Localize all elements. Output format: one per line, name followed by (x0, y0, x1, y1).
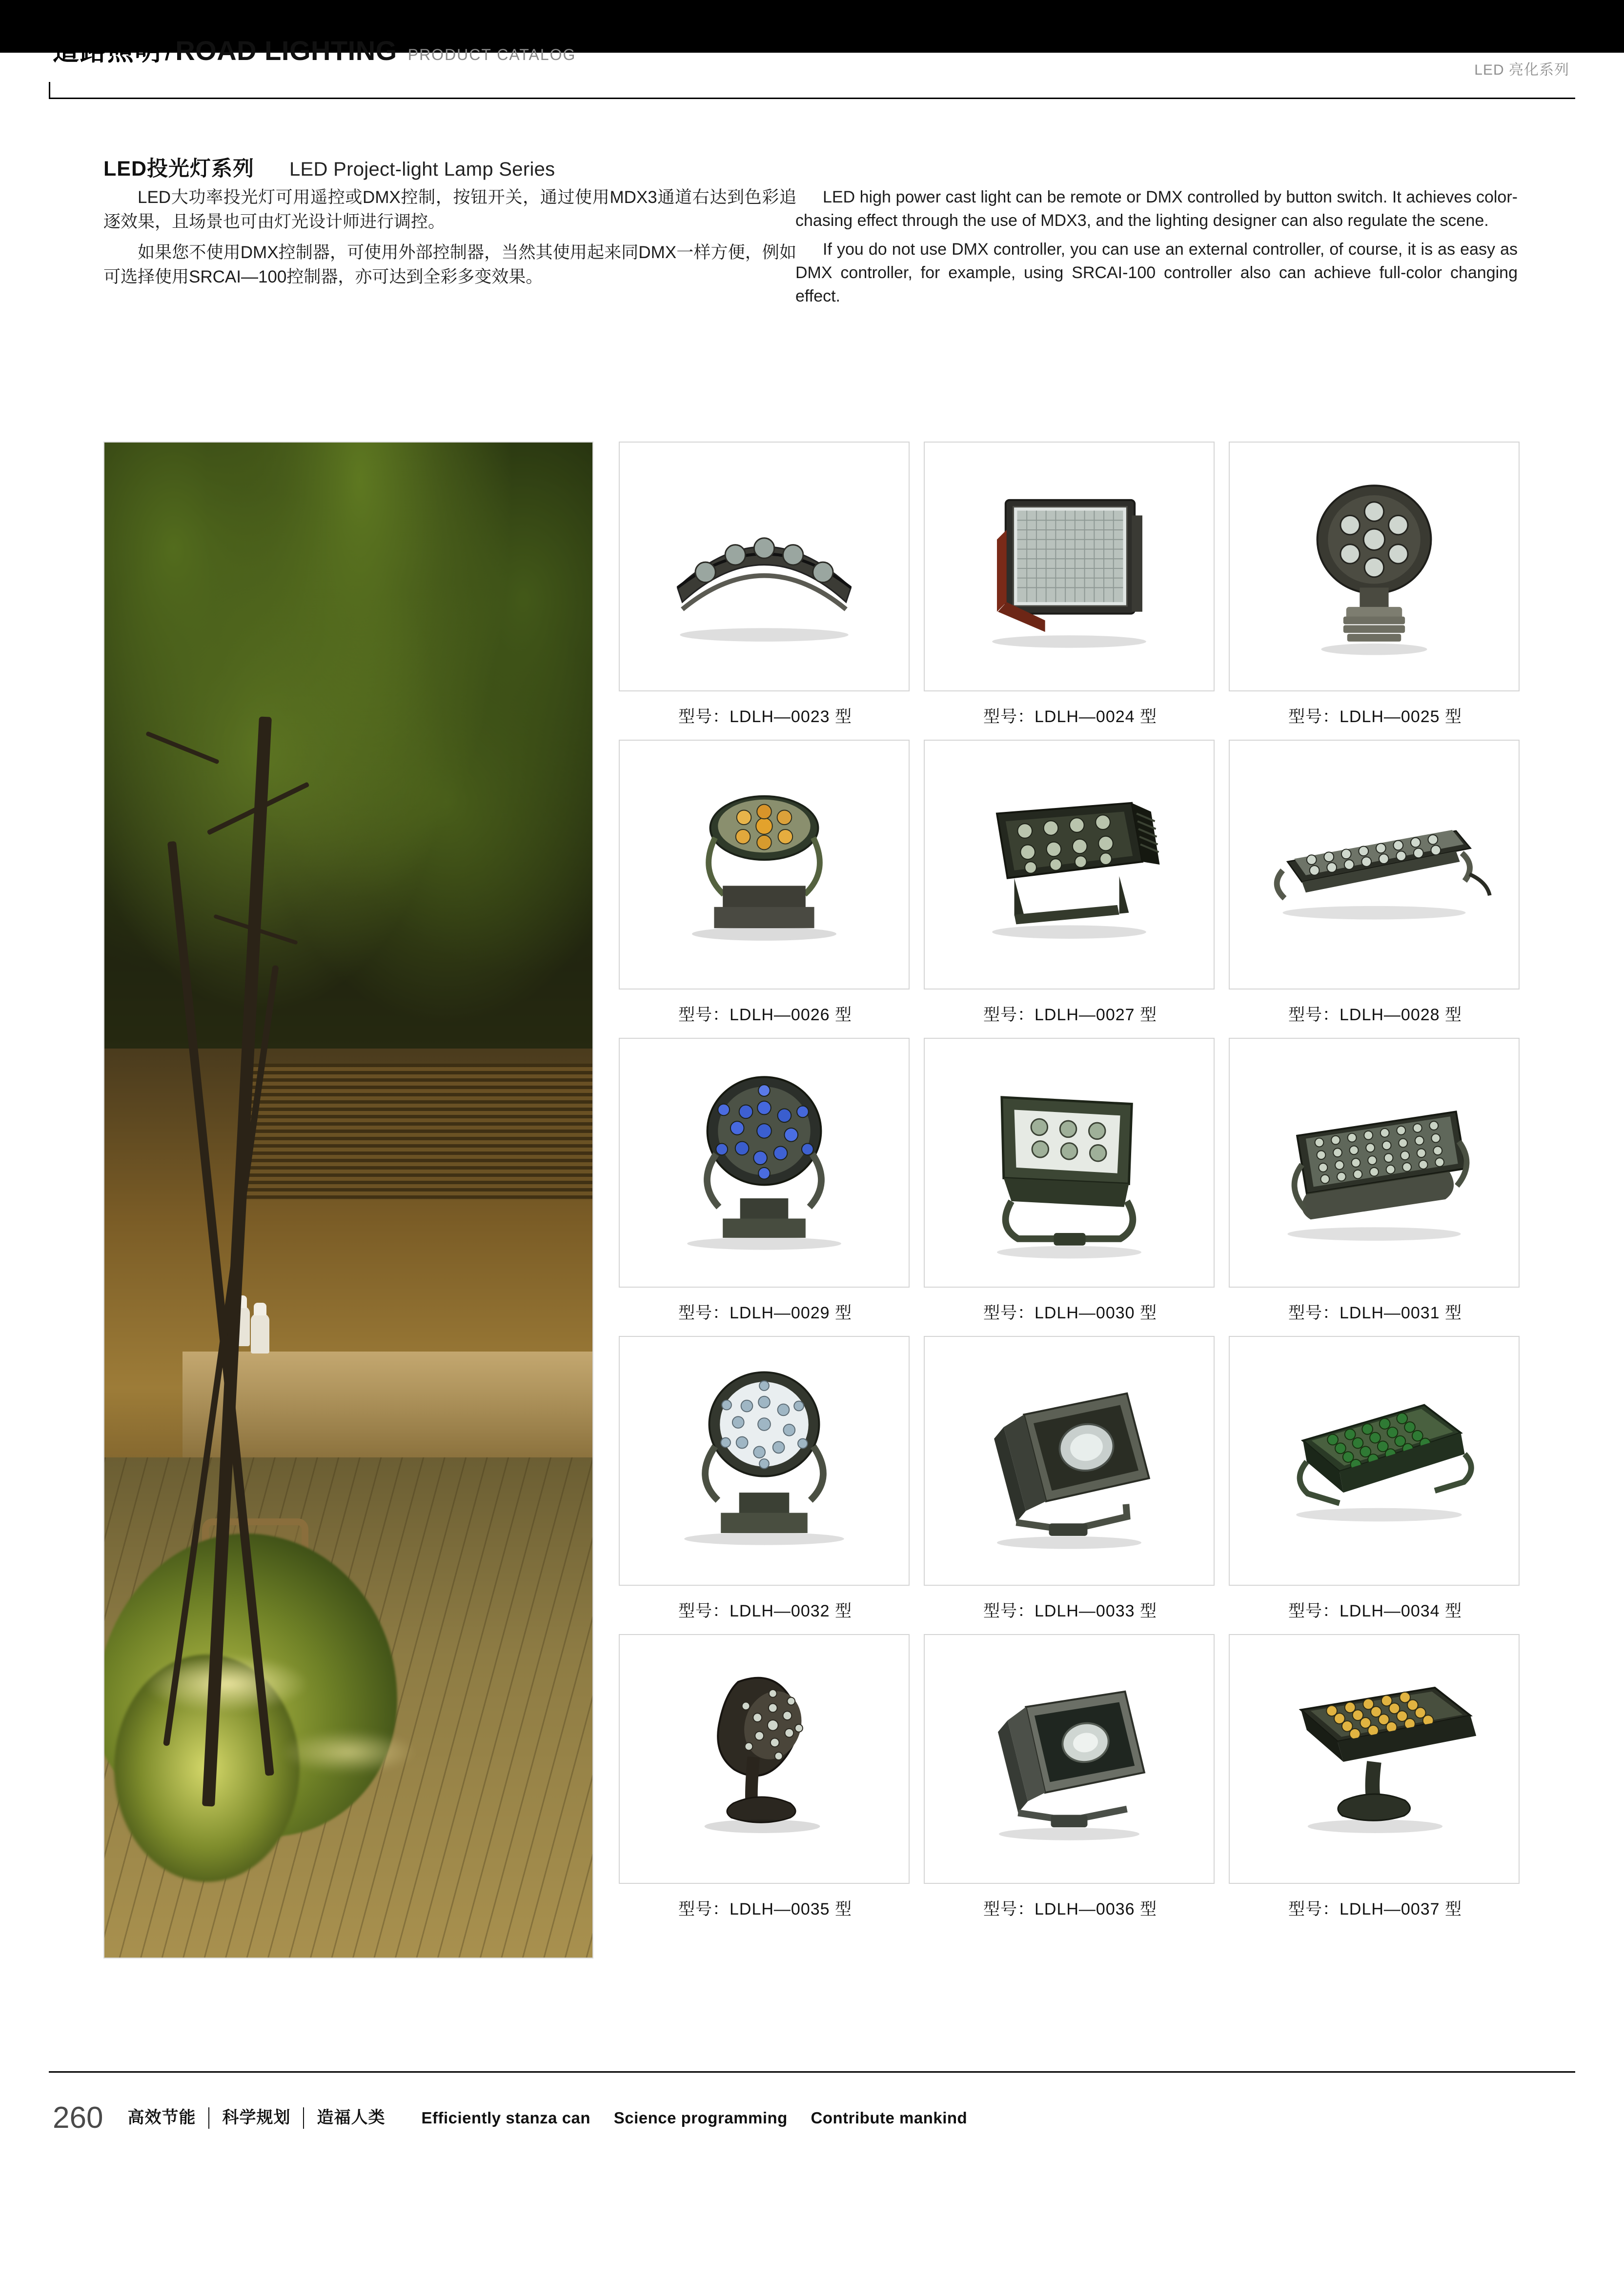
product-cell (924, 1038, 1217, 1336)
footer-rule (49, 2071, 1575, 2073)
product-cell (924, 1634, 1217, 1932)
product-caption: 型号：LDLH—0029 型 (678, 1304, 852, 1322)
section-title-en: LED Project-light Lamp Series (289, 159, 555, 180)
product-cell (619, 1634, 912, 1932)
body-cn-paragraph-1: LED大功率投光灯可用遥控或DMX控制，按钮开关，通过使用MDX3通道右达到色彩追逐效果，且场景也可由灯光设计师进行调控。 (103, 188, 796, 231)
footer-en-item-3: Contribute mankind (811, 2109, 968, 2127)
page-number: 260 (53, 2101, 103, 2135)
product-cell (1229, 740, 1522, 1038)
scene-buffet-counter (183, 1352, 592, 1457)
product-caption: 型号：LDLH—0033 型 (983, 1602, 1157, 1620)
product-caption: 型号：LDLH—0035 型 (678, 1900, 852, 1918)
footer-en-items (421, 2109, 986, 2127)
product-caption: 型号：LDLH—0032 型 (678, 1602, 852, 1620)
cob-flood-lamp-icon (925, 1337, 1214, 1585)
product-caption: 型号：LDLH—0024 型 (983, 707, 1157, 726)
wall-washer-lamp-icon (1230, 741, 1519, 989)
product-image-ldlh-0028 (1229, 740, 1520, 990)
product-grid (619, 442, 1522, 1932)
product-image-ldlh-0026 (619, 740, 910, 990)
header-slash: / (165, 33, 174, 67)
header-title-en: ROAD LIGHTING (175, 35, 397, 66)
header-subtitle-en: PRODUCT CATALOG (407, 46, 576, 63)
product-caption: 型号：LDLH—0027 型 (983, 1006, 1157, 1024)
page-footer (53, 2103, 986, 2133)
body-text-chinese (103, 185, 796, 296)
slim-flood-lamp-icon (925, 1635, 1214, 1883)
product-cell (1229, 1634, 1522, 1932)
product-caption: 型号：LDLH—0034 型 (1288, 1602, 1462, 1620)
header-title-cn: 道路照明 (53, 37, 162, 66)
body-en-paragraph-1: LED high power cast light can be remote or DMX controlled by button switch. It achieves color-chasing effect through the use of MDX3, and the lighting designer can also regulate the scene. (795, 188, 1518, 230)
header-rule-tick (49, 82, 50, 99)
page-header (0, 0, 1624, 105)
rect-12led-lamp-icon (925, 741, 1214, 989)
product-caption: 型号：LDLH—0036 型 (983, 1900, 1157, 1918)
body-en-paragraph-2: If you do not use DMX controller, you can use an external controller, of course, it is as easy as DMX controller, for example, using SRCAI-100 controller also can achieve full-color changing effect. (795, 240, 1518, 306)
round-9led-lamp-icon (1230, 443, 1519, 690)
product-image-ldlh-0025 (1229, 442, 1520, 691)
header-title-group (53, 35, 576, 65)
header-rule (49, 98, 1575, 99)
product-image-ldlh-0031 (1229, 1038, 1520, 1288)
arc-bar-lamp-icon (620, 443, 909, 690)
footer-cn-item-2: 科学规划 (222, 2108, 291, 2127)
product-cell (619, 442, 912, 740)
product-cell (924, 740, 1217, 1038)
product-caption: 型号：LDLH—0026 型 (678, 1006, 852, 1024)
footer-cn-item-1: 高效节能 (127, 2108, 196, 2127)
body-cn-paragraph-2: 如果您不使用DMX控制器，可使用外部控制器，当然其使用起来同DMX一样方便，例如可选择使用SRCAI—100控制器，亦可达到全彩多变效果。 (103, 243, 796, 287)
product-caption: 型号：LDLH—0031 型 (1288, 1304, 1462, 1322)
product-cell (1229, 442, 1522, 740)
round-white-lamp-icon (620, 1337, 909, 1585)
round-amber-lamp-icon (620, 741, 909, 989)
product-image-ldlh-0030 (924, 1038, 1215, 1288)
product-image-ldlh-0033 (924, 1336, 1215, 1586)
product-image-ldlh-0036 (924, 1634, 1215, 1884)
product-image-ldlh-0027 (924, 740, 1215, 990)
product-image-ldlh-0035 (619, 1634, 910, 1884)
footer-en-item-2: Science programming (613, 2109, 788, 2127)
product-cell (619, 740, 912, 1038)
product-cell (924, 1336, 1217, 1634)
product-caption: 型号：LDLH—0028 型 (1288, 1006, 1462, 1024)
product-cell (924, 442, 1217, 740)
product-caption: 型号：LDLH—0037 型 (1288, 1900, 1462, 1918)
product-caption: 型号：LDLH—0030 型 (983, 1304, 1157, 1322)
header-series-label: LED 亮化系列 (1474, 62, 1569, 78)
body-text-english (795, 185, 1518, 313)
product-caption: 型号：LDLH—0025 型 (1288, 707, 1462, 726)
product-caption: 型号：LDLH—0023 型 (678, 707, 852, 726)
scene-uplight-glow (280, 1730, 417, 1774)
product-image-ldlh-0029 (619, 1038, 910, 1288)
base-array-lamp-icon (1230, 1635, 1519, 1883)
spike-spot-lamp-icon (620, 1635, 909, 1883)
scene-photo (103, 442, 593, 1959)
round-blue-lamp-icon (620, 1039, 909, 1287)
product-cell (619, 1336, 912, 1634)
product-image-ldlh-0024 (924, 442, 1215, 691)
product-image-ldlh-0034 (1229, 1336, 1520, 1586)
footer-spacer (0, 2225, 1624, 2282)
product-image-ldlh-0037 (1229, 1634, 1520, 1884)
footer-en-item-1: Efficiently stanza can (421, 2109, 591, 2127)
product-image-ldlh-0032 (619, 1336, 910, 1586)
section-title-cn: LED投光灯系列 (103, 157, 254, 181)
footer-cn-item-3: 造福人类 (317, 2108, 386, 2127)
square-9led-lamp-icon (925, 1039, 1214, 1287)
scene-chef-figure (251, 1313, 269, 1353)
product-image-ldlh-0023 (619, 442, 910, 691)
panel-flood-lamp-icon (925, 443, 1214, 690)
product-cell (619, 1038, 912, 1336)
bar-36led-lamp-icon (1230, 1039, 1519, 1287)
section-title-row (103, 152, 555, 182)
green-array-lamp-icon (1230, 1337, 1519, 1585)
product-cell (1229, 1038, 1522, 1336)
product-cell (1229, 1336, 1522, 1634)
